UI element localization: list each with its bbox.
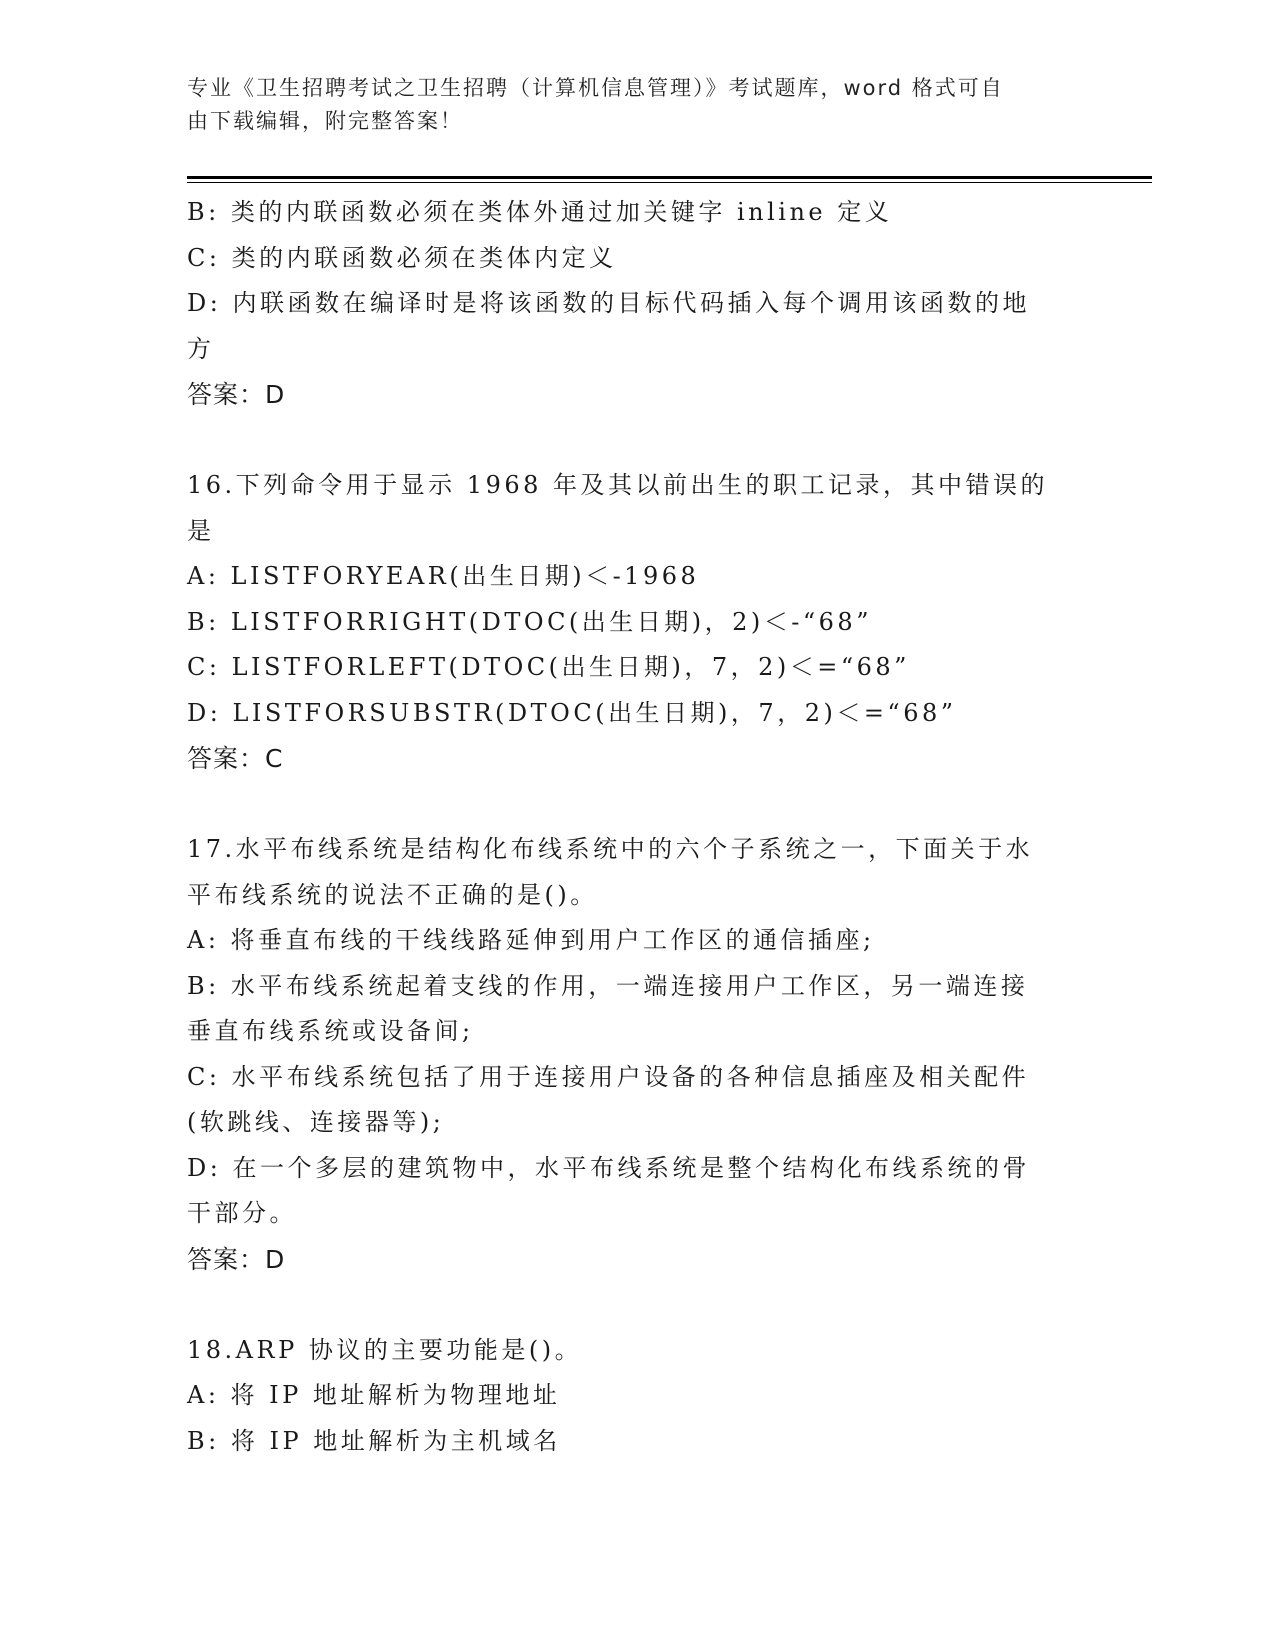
header-line-2: 由下载编辑，附完整答案！ [187,109,463,133]
option-b: B: 水平布线系统起着支线的作用，一端连接用户工作区，另一端连接 [187,971,1029,1000]
option-a: A: 将垂直布线的干线线路延伸到用户工作区的通信插座; [187,926,875,954]
option-b: B: 类的内联函数必须在类体外通过加关键字 inline 定义 [187,198,893,226]
question-15-tail [187,190,1077,418]
question-18 [187,1328,1077,1465]
option-b: B: 将 IP 地址解析为主机域名 [187,1426,561,1455]
option-c: C: LISTFORLEFT(DTOC(出生日期)，7，2)＜=“68” [187,653,910,681]
question-content [187,190,1077,1464]
option-d-continued: 干部分。 [187,1199,297,1227]
question-stem: 18.ARP 协议的主要功能是()。 [187,1335,583,1364]
option-a: A: LISTFORYEAR(出生日期)＜-1968 [187,562,700,590]
option-a: A: 将 IP 地址解析为物理地址 [187,1381,561,1409]
question-17 [187,827,1077,1282]
answer-line: 答案：D [187,1244,286,1274]
spacer [187,782,1077,828]
answer-line: 答案：D [187,380,286,409]
spacer [187,418,1077,464]
option-d: D: 在一个多层的建筑物中，水平布线系统是整个结构化布线系统的骨 [187,1153,1030,1182]
question-stem-continued: 是 [187,516,215,545]
question-16 [187,463,1077,782]
header-divider-thin [187,182,1152,183]
answer-line: 答案：C [187,744,284,773]
option-d: D: LISTFORSUBSTR(DTOC(出生日期)，7，2)＜=“68” [187,698,957,727]
question-stem-continued: 平布线系统的说法不正确的是()。 [187,880,598,909]
option-d: D: 内联函数在编译时是将该函数的目标代码插入每个调用该函数的地 [187,289,1030,317]
question-stem: 16.下列命令用于显示 1968 年及其以前出生的职工记录，其中错误的 [187,471,1049,499]
option-c: C: 类的内联函数必须在类体内定义 [187,243,617,272]
option-b-continued: 垂直布线系统或设备间; [187,1017,474,1045]
header-line-1: 专业《卫生招聘考试之卫生招聘（计算机信息管理）》考试题库，word 格式可自 [187,76,1004,100]
header-divider-thick [187,176,1152,179]
document-header [187,72,1067,138]
spacer [187,1282,1077,1328]
option-b: B: LISTFORRIGHT(DTOC(出生日期)，2)＜-“68” [187,607,872,636]
question-stem: 17.水平布线系统是结构化布线系统中的六个子系统之一，下面关于水 [187,835,1034,863]
option-c-continued: (软跳线、连接器等); [187,1108,445,1136]
option-c: C: 水平布线系统包括了用于连接用户设备的各种信息插座及相关配件 [187,1062,1030,1091]
option-d-continued: 方 [187,334,215,363]
